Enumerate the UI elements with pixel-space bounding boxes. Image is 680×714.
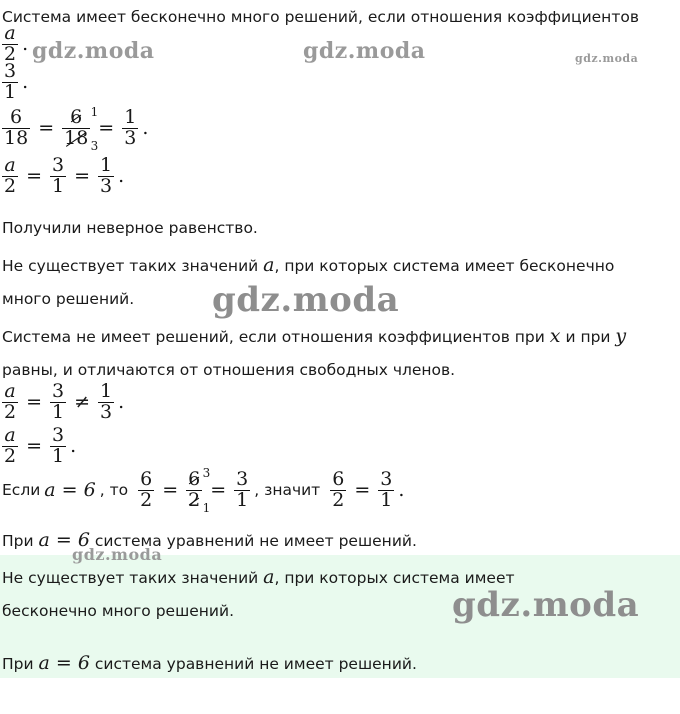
watermark: gdz.moda [32,38,155,64]
math-equality-2: $\frac{a}{2}$ = $\frac{3}{1}$ . [4,424,77,467]
watermark: gdz.moda [72,545,163,564]
watermark: gdz.moda [303,38,426,64]
math-fraction-3-1: $\frac{3}{1}$ . [4,60,29,103]
math-substitution: Если a = 6 , то $\frac{6}{2}$ = 6 2 3 1 = $\frac{3}{1}$ , значит $\frac{6}{2}$ = $\frac{3}{1}$ . [2,466,405,516]
text-line: много решений. [2,290,135,308]
math-fraction-a-2: $\frac{a}{2}$ . [4,22,29,65]
watermark: gdz.moda [575,52,639,65]
answer-line: бесконечно много решений. [2,602,235,620]
text-line: Не существует таких значений a, при которых система имеет бесконечно [2,254,615,276]
text-line: При a = 6 система уравнений не имеет решений. [2,529,417,551]
answer-line: При a = 6 система уравнений не имеет решений. [2,652,417,674]
text-line: равны, и отличаются от отношения свободных членов. [2,361,456,379]
watermark: gdz.moda [212,280,400,320]
math-reduction-6-18: $\frac{6}{18}$ = 6 18 1 3 = $\frac{1}{3}$ . [4,105,149,154]
math-inequality: $\frac{a}{2}$ = $\frac{3}{1}$ ≠ $\frac{1}{3}$ . [4,380,125,423]
answer-line: Не существует таких значений a, при которых система имеет [2,566,515,588]
watermark: gdz.moda [452,585,640,625]
math-equality-1: $\frac{a}{2}$ = $\frac{3}{1}$ = $\frac{1}{3}$ . [4,154,125,197]
text-line: Система имеет бесконечно много решений, если отношения коэффициентов [2,8,639,26]
text-line: Система не имеет решений, если отношения коэффициентов при x и при y [2,325,627,347]
text-line: Получили неверное равенство. [2,219,258,237]
